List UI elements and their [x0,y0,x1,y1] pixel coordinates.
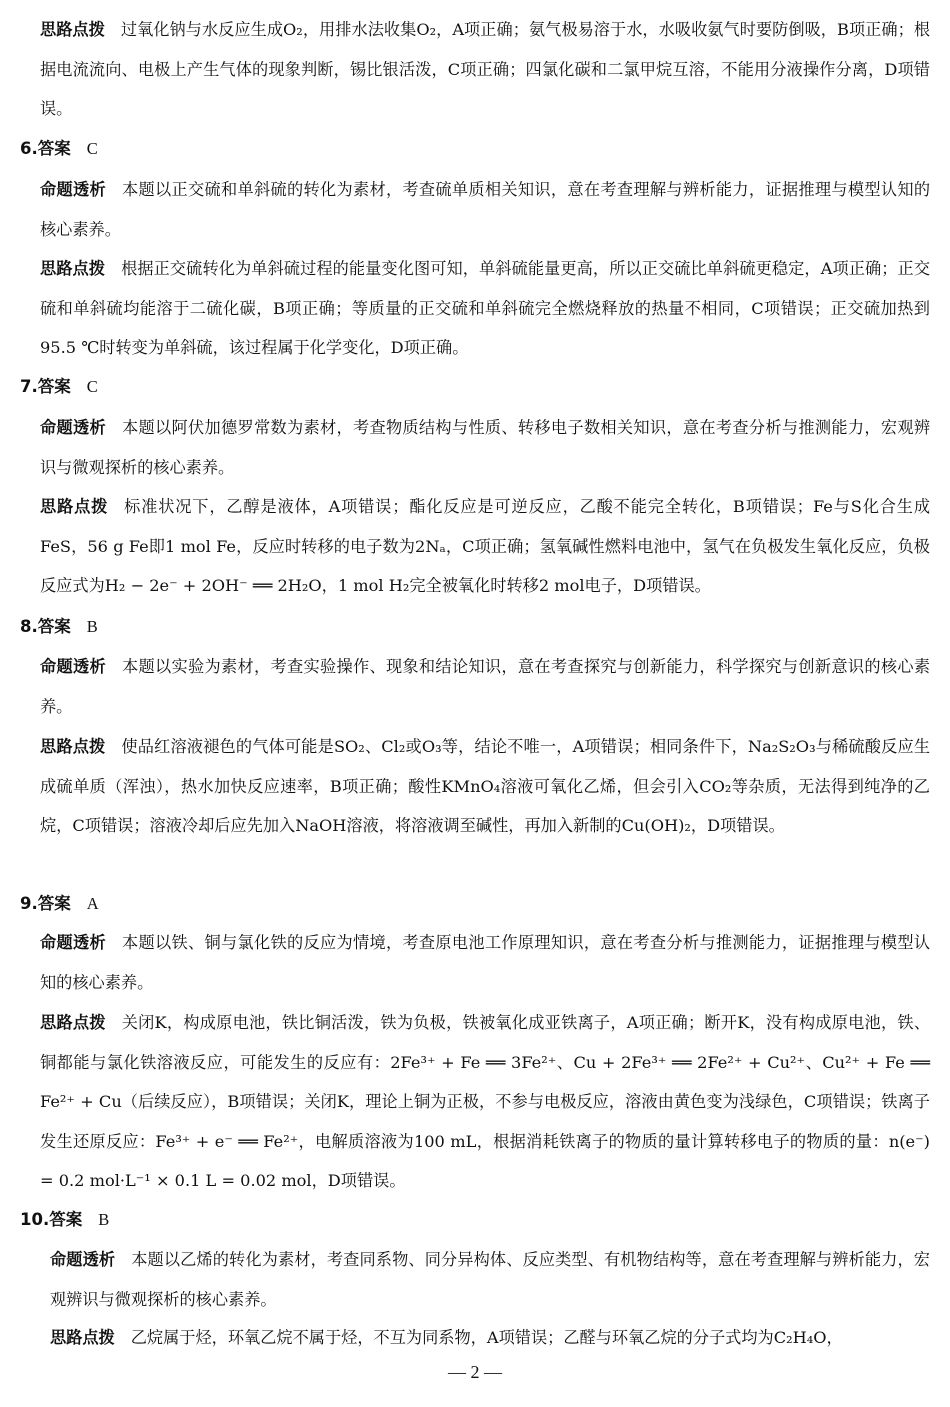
answer-label: 答案 [49,1210,83,1229]
question-number: 9. [20,894,38,913]
answer-label: 答案 [37,139,71,158]
intent-text: 本题以乙烯的转化为素材，考查同系物、同分异构体、反应类型、有机物结构等，意在考查理解与辨析能力，宏观辨识与微观探析的核心素养。 [50,1250,930,1309]
tip-label: 思路点拨 [40,259,106,278]
intent-text: 本题以实验为素材，考查实验操作、现象和结论知识，意在考查探究与创新能力，科学探究与创新意识的核心素养。 [40,657,931,716]
q7-answer-line [20,376,98,398]
answer-label: 答案 [37,894,71,913]
answer-value: C [86,377,98,396]
tip-label: 思路点拨 [40,20,105,39]
tip-text: 乙烷属于烃，环氧乙烷不属于烃，不互为同系物，A项错误；乙醛与环氧乙烷的分子式均为C₂H₄O， [130,1328,843,1347]
answer-label: 答案 [37,617,71,636]
q7-tip [40,487,930,606]
q6-answer-line [20,138,98,160]
q10-answer-line [20,1209,109,1231]
question-number: 7. [20,377,38,396]
q8-tip [40,727,930,846]
q9-intent [40,923,930,1002]
tip-label: 思路点拨 [50,1328,115,1347]
intent-label: 命题透析 [40,657,106,676]
intent-label: 命题透析 [40,180,106,199]
tip-text: 使品红溶液褪色的气体可能是SO₂、Cl₂或O₃等，结论不唯一，A项错误；相同条件下，Na₂S₂O₃与稀硫酸反应生成硫单质（浑浊），热水加快反应速率，B项正确；酸性KMnO₄溶液可氧化乙烯，但会引入CO₂等杂质，无法得到纯净的乙烷，C项错误；溶液冷却后应先加入NaOH溶液，将溶液调至碱性，再加入新制的Cu(OH)₂，D项错误。 [40,737,931,835]
tip-label: 思路点拨 [40,497,109,516]
intent-text: 本题以铁、铜与氯化铁的反应为情境，考查原电池工作原理知识，意在考查分析与推测能力，证据推理与模型认知的核心素养。 [40,933,931,992]
question-number: 8. [20,617,38,636]
q10-tip [50,1318,930,1358]
q9-tip [40,1003,930,1201]
q8-answer-line [20,616,98,638]
page-number: — 2 — [448,1362,502,1382]
q5-tip [40,10,930,129]
answer-value: C [86,139,98,158]
answer-value: B [86,617,98,636]
q6-intent [40,170,930,249]
q7-intent [40,408,930,487]
q9-answer-line [20,893,99,915]
intent-label: 命题透析 [50,1250,116,1269]
tip-text: 关闭K，构成原电池，铁比铜活泼，铁为负极，铁被氧化成亚铁离子，A项正确；断开K，没有构成原电池，铁、铜都能与氯化铁溶液反应，可能发生的反应有：2Fe³⁺ + Fe ══ 3Fe²⁺、Cu + 2Fe³⁺ ══ 2Fe²⁺ + Cu²⁺、Cu²⁺ + Fe ══ Fe²⁺ + Cu（后续反应），B项错误；关闭K，理论上铜为正极，不参与电极反应，溶液由黄色变为浅绿色，C项错误；铁离子发生还原反应：Fe³⁺ + e⁻ ══ Fe²⁺，电解质溶液为100 mL，根据消耗铁离子的物质的量计算转移电子的物质的量：n(e⁻) = 0.2 mol·L⁻¹ × 0.1 L = 0.02 mol，D项错误。 [40,1013,931,1190]
tip-label: 思路点拨 [40,1013,106,1032]
intent-label: 命题透析 [40,418,106,437]
answer-label: 答案 [37,377,71,396]
answer-value: A [86,894,99,913]
question-number: 10. [20,1210,50,1229]
intent-label: 命题透析 [40,933,106,952]
tip-text: 根据正交硫转化为单斜硫过程的能量变化图可知，单斜硫能量更高，所以正交硫比单斜硫更稳定，A项正确；正交硫和单斜硫均能溶于二硫化碳，B项正确；等质量的正交硫和单斜硫完全燃烧释放的热量不相同，C项错误；正交硫加热到95.5 ℃时转变为单斜硫，该过程属于化学变化，D项正确。 [40,259,931,357]
tip-label: 思路点拨 [40,737,106,756]
tip-text: 过氧化钠与水反应生成O₂，用排水法收集O₂，A项正确；氨气极易溶于水，水吸收氨气时要防倒吸，B项正确；根据电流流向、电极上产生气体的现象判断，锡比银活泼，C项正确；四氯化碳和二氯甲烷互溶，不能用分液操作分离，D项错误。 [40,20,931,118]
intent-text: 本题以阿伏加德罗常数为素材，考查物质结构与性质、转移电子数相关知识，意在考查分析与推测能力，宏观辨识与微观探析的核心素养。 [40,418,931,477]
intent-text: 本题以正交硫和单斜硫的转化为素材，考查硫单质相关知识，意在考查理解与辨析能力，证据推理与模型认知的核心素养。 [40,180,931,239]
answer-value: B [98,1210,110,1229]
question-number: 6. [20,139,38,158]
q6-tip [40,249,930,368]
q10-intent [50,1240,930,1319]
q8-intent [40,647,930,726]
tip-text: 标准状况下，乙醇是液体，A项错误；酯化反应是可逆反应，乙酸不能完全转化，B项错误；Fe与S化合生成FeS，56 g Fe即1 mol Fe，反应时转移的电子数为2Nₐ，C项正确；氢氧碱性燃料电池中，氢气在负极发生氧化反应，负极反应式为H₂ − 2e⁻ + 2OH⁻ ══ 2H₂O，1 mol H₂完全被氧化时转移2 mol电子，D项错误。 [40,497,931,595]
